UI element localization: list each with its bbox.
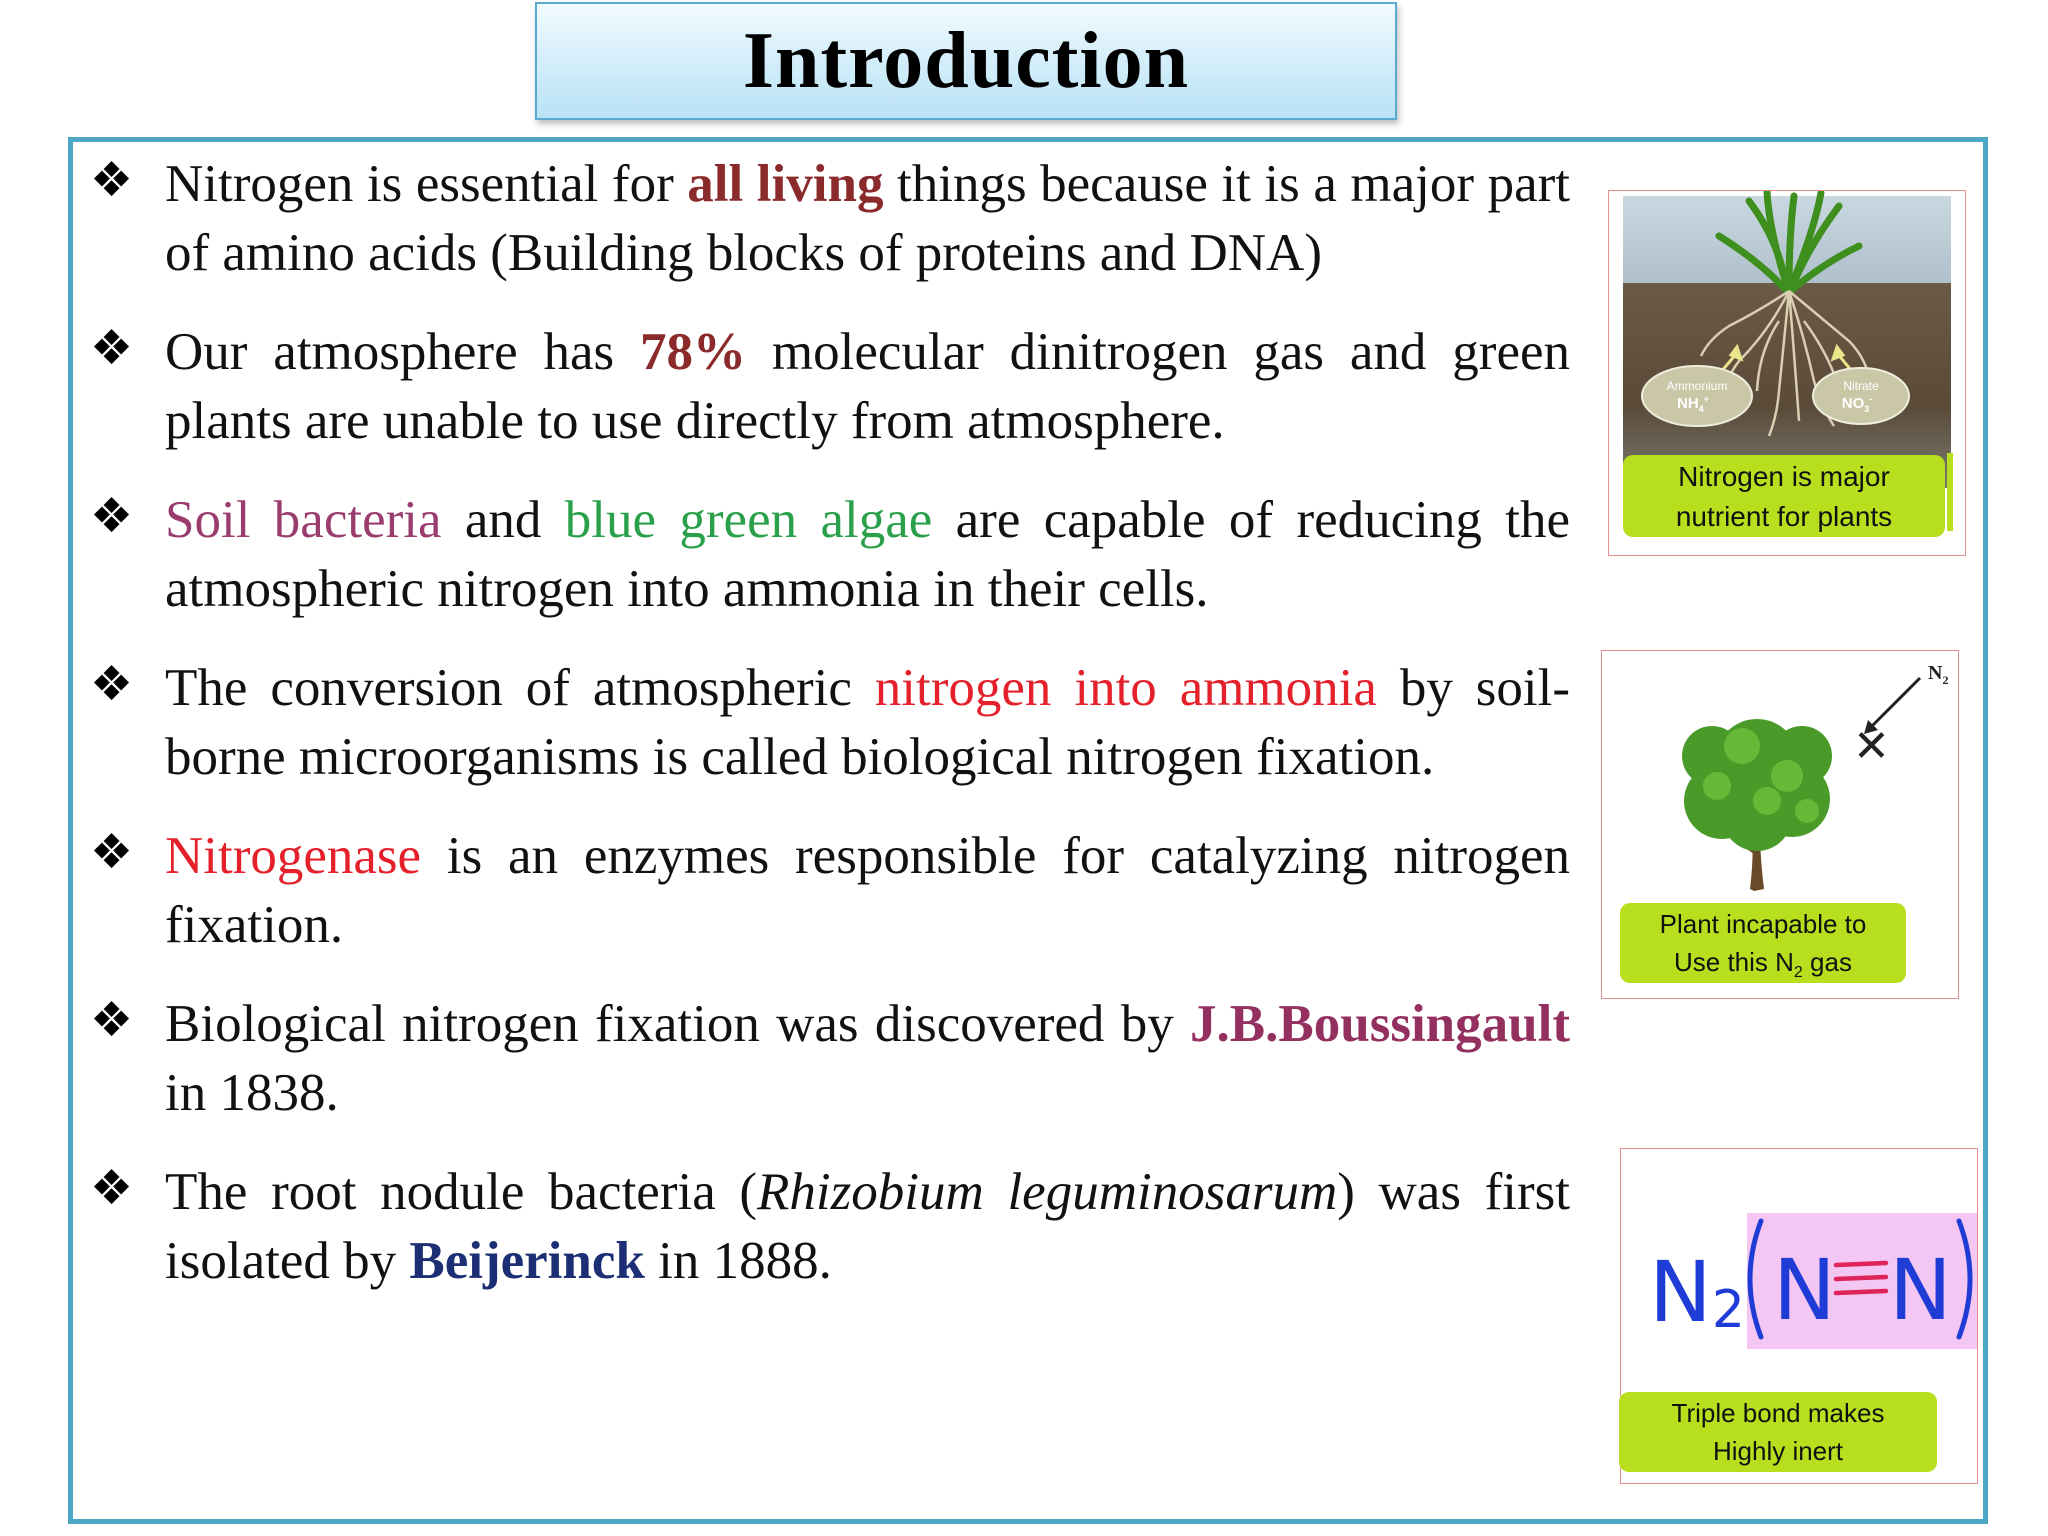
highlight-nitrogen-into-ammonia: nitrogen into ammonia [874, 659, 1377, 717]
highlight-blue-green-algae: blue green algae [564, 491, 933, 549]
caption-line: Nitrogen is major [1678, 461, 1890, 492]
bullet-item [90, 1158, 1570, 1296]
bond-caption [1619, 1392, 1937, 1472]
bullet-text: molecular dinitrogen gas and green plants are unable to use directly from atmosphere. [165, 323, 1570, 450]
bullet-text: things because it is a major part of amino acids (Building blocks of proteins and DNA) [165, 155, 1570, 282]
highlight-soil-bacteria: Soil bacteria [165, 491, 442, 549]
title-banner [535, 2, 1397, 120]
ammonium-formula: $NH_4^+$ [1677, 394, 1709, 414]
bullet-text: The conversion of atmospheric [165, 659, 875, 717]
formula-n: N2 [1649, 1243, 1745, 1341]
tree-caption [1620, 903, 1906, 983]
bullet-text: is an enzymes responsible for catalyzing nitrogen fixation. [165, 827, 1570, 954]
bond-right-n: N [1889, 1241, 1952, 1339]
highlight-78-percent: 78% [640, 323, 746, 381]
bullet-item [90, 822, 1570, 960]
bullet-text: Our atmosphere has [165, 323, 640, 381]
highlight-boussingault: J.B.Boussingault [1190, 995, 1570, 1053]
species-name: Rhizobium leguminosarum [757, 1163, 1338, 1221]
bullet-text: and [441, 491, 565, 549]
highlight-nitrogenase: Nitrogenase [165, 827, 422, 885]
soil-caption [1623, 455, 1945, 537]
soil-nutrient-card [1608, 190, 1966, 556]
bullet-item [90, 654, 1570, 792]
bullet-text: by soil-borne microorganisms is called biological nitrogen fixation. [165, 659, 1570, 786]
caption-line: Plant incapable to [1659, 909, 1867, 939]
bullet-text: in 1888. [644, 1232, 832, 1290]
bullet-icon: ❖ [90, 1160, 134, 1216]
bullet-item [90, 150, 1570, 288]
bullet-text: The root nodule bacteria ( [165, 1163, 758, 1221]
n2-label: $N_2$ [1928, 662, 1949, 687]
bullet-icon: ❖ [90, 824, 134, 880]
bullet-icon: ❖ [90, 656, 134, 712]
nitrate-label: Nitrate [1843, 379, 1879, 393]
triple-bond-card [1620, 1148, 1978, 1484]
bullet-icon: ❖ [90, 152, 134, 208]
bullet-text: ) was first isolated by [165, 1163, 1571, 1290]
bullet-text: are capable of reducing the atmospheric nitrogen into ammonia in their cells. [165, 491, 1570, 618]
caption-line: nutrient for plants [1675, 501, 1893, 532]
bullet-icon: ❖ [90, 488, 134, 544]
caption-line: Triple bond makes [1671, 1398, 1885, 1428]
ammonium-label: Ammonium [1666, 379, 1728, 393]
bullet-text: in 1838. [165, 1064, 339, 1122]
bullet-text: Biological nitrogen fixation was discovered by [165, 995, 1191, 1053]
bullet-text: Nitrogen is essential for [165, 155, 688, 213]
bullet-item [90, 990, 1570, 1128]
tree-card [1601, 650, 1959, 999]
bullet-list [90, 150, 1570, 1326]
bond-left-n: N [1773, 1241, 1836, 1339]
highlight-beijerinck: Beijerinck [409, 1232, 645, 1290]
nitrate-formula: $NO_3^-$ [1841, 394, 1873, 414]
bullet-item [90, 486, 1570, 624]
caption-line: Use this $N_2$ gas [1674, 947, 1852, 982]
page-title: Introduction [742, 16, 1190, 105]
caption-line: Highly inert [1712, 1436, 1844, 1466]
bullet-icon: ❖ [90, 320, 134, 376]
bullet-icon: ❖ [90, 992, 134, 1048]
cross-mark: ✕ [1853, 721, 1890, 772]
highlight-all-living: all living [687, 155, 884, 213]
bullet-item [90, 318, 1570, 456]
